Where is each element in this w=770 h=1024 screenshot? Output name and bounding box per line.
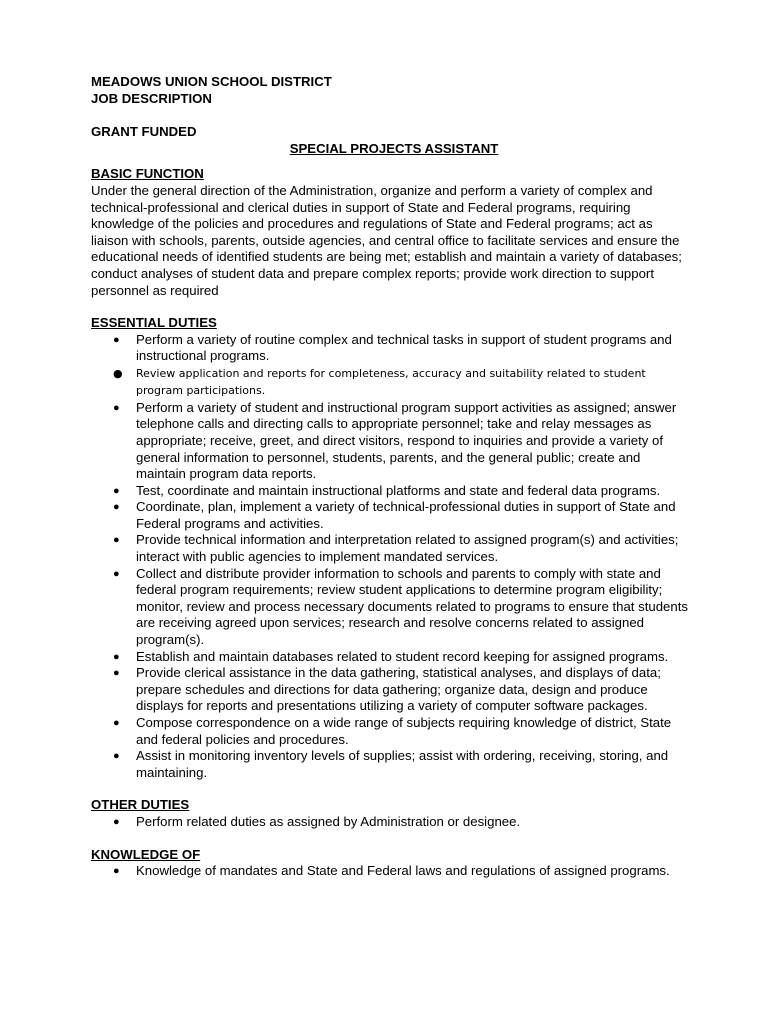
list-item-text: Knowledge of mandates and State and Federal laws and regulations of assigned programs. [136, 863, 670, 879]
list-item-text: Assist in monitoring inventory levels of supplies; assist with ordering, receiving, storing, and maintaining. [136, 748, 669, 780]
bullet-icon: ● [113, 401, 120, 414]
list-item-text: Collect and distribute provider information to schools and parents to comply with state and federal program requirements; review student applications to determine program eligibility; monitor, review and process necessary documents related to programs to ensure that students are receiving agreed upon services; research and resolve concerns related to assigned program(s). [136, 565, 688, 648]
list-item [91, 863, 691, 880]
list-item [91, 715, 691, 748]
section-heading: OTHER DUTIES [91, 797, 190, 813]
bullet-icon: ● [113, 667, 120, 680]
bullet-icon: ● [113, 865, 120, 878]
other-duties-section [91, 797, 691, 830]
other-duties-list [91, 814, 691, 831]
list-item [91, 532, 691, 565]
list-item [91, 332, 691, 365]
bullet-icon: ● [113, 484, 120, 497]
list-item-text: Review application and reports for completeness, accuracy and suitability related to student program participations. [136, 366, 646, 398]
section-heading: BASIC FUNCTION [91, 166, 204, 182]
section-heading: ESSENTIAL DUTIES [91, 315, 217, 331]
list-item-text: Provide clerical assistance in the data gathering, statistical analyses, and displays of data; prepare schedules and directions for data gathering; organize data, design and produce displays for reports and presentations utilizing a variety of computer software packages. [136, 665, 661, 714]
bullet-icon: ● [113, 501, 120, 514]
list-item [91, 665, 691, 715]
list-item-text: Establish and maintain databases related to student record keeping for assigned programs. [136, 648, 669, 664]
list-item-text: Compose correspondence on a wide range of subjects requiring knowledge of district, State and federal policies and procedures. [136, 715, 672, 747]
list-item [91, 566, 691, 649]
list-item [91, 483, 691, 500]
list-item-text: Perform related duties as assigned by Administration or designee. [136, 813, 521, 829]
bullet-icon: ● [113, 750, 120, 763]
bullet-icon: ● [113, 815, 120, 828]
list-item-text: Test, coordinate and maintain instructional platforms and state and federal data programs. [136, 482, 661, 498]
list-item-text: Perform a variety of routine complex and technical tasks in support of student programs and instructional programs. [136, 331, 672, 364]
list-item-text: Coordinate, plan, implement a variety of technical-professional duties in support of State and Federal programs and activities. [136, 499, 676, 531]
essential-duties-section [91, 315, 691, 781]
list-item [91, 499, 691, 532]
list-item [91, 748, 691, 781]
bullet-icon: ● [113, 650, 120, 663]
list-item [91, 400, 691, 483]
knowledge-of-list [91, 863, 691, 880]
funding-label: GRANT FUNDED [91, 124, 197, 140]
basic-function-text: Under the general direction of the Administration, organize and perform a variety of complex and technical-professional and clerical duties in support of State and Federal programs, requiring knowledge of the policies and procedures and regulations of State and Federal programs; act as liaison with schools, parents, outside agencies, and central office to facilitate services and ensure the educational needs of identified students are being met; establish and maintain a variety of databases; conduct analyses of student data and prepare complex reports; provide work direction to support personnel as required [91, 182, 682, 298]
document-type: JOB DESCRIPTION [91, 90, 212, 106]
knowledge-of-section [91, 847, 691, 880]
bullet-icon: ● [113, 333, 120, 346]
list-item-text: Perform a variety of student and instructional program support activities as assigned; answer telephone calls and directing calls to appropriate personnel; take and relay messages as appropriate; receive, greet, and direct visitors, respond to inquiries and provide a variety of general information to personnel, students, parents, and the general public; create and maintain program data reports. [136, 399, 677, 482]
basic-function-section [91, 166, 691, 299]
bullet-icon: ● [113, 717, 120, 729]
document-page [91, 74, 691, 880]
list-item [91, 649, 691, 666]
bullet-icon: ● [113, 366, 123, 380]
document-header [91, 74, 691, 157]
list-item-text: Provide technical information and interpretation related to assigned program(s) and activities; interact with public agencies to implement mandated services. [136, 532, 679, 565]
section-heading: KNOWLEDGE OF [91, 846, 201, 862]
bullet-icon: ● [113, 567, 120, 580]
bullet-icon: ● [113, 534, 120, 547]
essential-duties-list [91, 332, 691, 782]
district-name: MEADOWS UNION SCHOOL DISTRICT [91, 74, 332, 89]
list-item [91, 365, 691, 400]
list-item [91, 814, 691, 831]
job-title: SPECIAL PROJECTS ASSISTANT [289, 140, 499, 156]
